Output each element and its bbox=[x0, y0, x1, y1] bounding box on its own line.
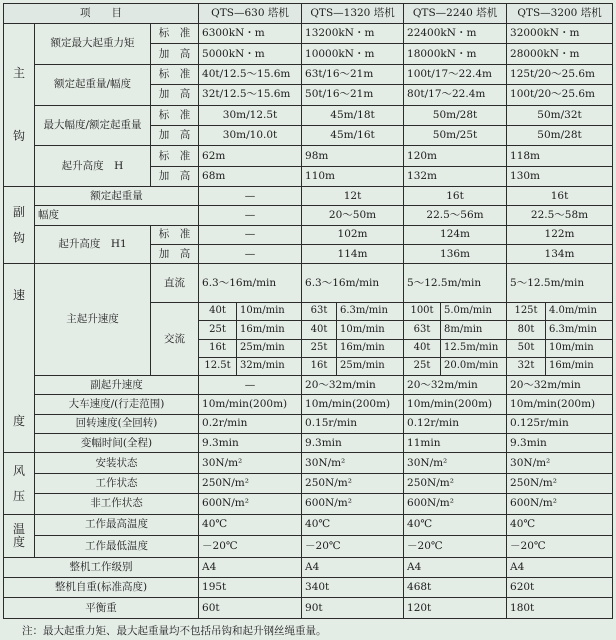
cell-value: A4 bbox=[404, 557, 507, 577]
header-item: 项 目 bbox=[4, 4, 199, 24]
cell-value: 180t bbox=[507, 598, 613, 619]
cell-value: 32m/min bbox=[237, 357, 302, 375]
cell-value: 32t/12.5～15.6m bbox=[199, 85, 302, 105]
cell-value: 25t bbox=[199, 321, 237, 339]
cell-value: — bbox=[199, 245, 302, 264]
cell-value: －20℃ bbox=[507, 536, 613, 557]
cell-value: 110m bbox=[302, 166, 404, 186]
cell-value: 30N/m² bbox=[507, 453, 613, 473]
cell-value: A4 bbox=[302, 557, 404, 577]
cell-value: 50m/28t bbox=[404, 105, 507, 125]
header-row bbox=[4, 4, 613, 24]
cell-value: 130m bbox=[507, 166, 613, 186]
cell-value: 18000kN・m bbox=[404, 44, 507, 64]
header-qts630: QTS—630 塔机 bbox=[199, 4, 302, 24]
cell-value: 13200kN・m bbox=[302, 24, 404, 44]
sub-standard: 标 准 bbox=[151, 225, 199, 244]
sub-raised: 加 高 bbox=[151, 44, 199, 64]
sub-standard: 标 准 bbox=[151, 146, 199, 166]
cell-value: 6300kN・m bbox=[199, 24, 302, 44]
cell-value: －20℃ bbox=[199, 536, 302, 557]
sub-standard: 标 准 bbox=[151, 105, 199, 125]
cell-value: 60t bbox=[199, 598, 302, 619]
label-max-radius: 最大幅度/额定起重量 bbox=[35, 105, 151, 146]
sub-raised: 加 高 bbox=[151, 166, 199, 186]
cell-value: — bbox=[199, 225, 302, 244]
cell-value: — bbox=[199, 206, 302, 225]
cell-value: 100t/20～25.6m bbox=[507, 85, 613, 105]
cell-value: 102m bbox=[302, 225, 404, 244]
label-wind-install: 安装状态 bbox=[35, 453, 199, 473]
header-qts3200: QTS—3200 塔机 bbox=[507, 4, 613, 24]
cell-value: 6.3m/min bbox=[546, 321, 613, 339]
cell-value: — bbox=[199, 187, 302, 206]
cell-value: 600N/m² bbox=[404, 494, 507, 514]
sub-standard: 标 准 bbox=[151, 64, 199, 84]
cell-value: 30N/m² bbox=[302, 453, 404, 473]
cell-value: 80t bbox=[507, 321, 546, 339]
label-rated-moment: 额定最大起重力矩 bbox=[35, 24, 151, 65]
cell-value: 0.15r/min bbox=[302, 414, 404, 433]
cell-value: 40t bbox=[199, 303, 237, 321]
label-self-weight: 整机自重(标准高度) bbox=[4, 577, 199, 597]
cell-value: 468t bbox=[404, 577, 507, 597]
cell-value: 4.0m/min bbox=[546, 303, 613, 321]
cell-value: 20～32m/min bbox=[302, 376, 404, 395]
cell-value: 25t bbox=[302, 339, 337, 357]
cell-value: 6.3m/min bbox=[337, 303, 404, 321]
cell-value: 20～50m bbox=[302, 206, 404, 225]
label-dc: 直流 bbox=[151, 264, 199, 303]
cell-value: 122m bbox=[507, 225, 613, 244]
label-luffing-time: 变幅时间(全程) bbox=[35, 434, 199, 453]
cell-value: 40t/12.5～15.6m bbox=[199, 64, 302, 84]
cell-value: — bbox=[199, 376, 302, 395]
label-aux-height: 起升高度 H1 bbox=[35, 225, 151, 264]
label-temp-min: 工作最低温度 bbox=[35, 536, 199, 557]
label-aux-hoist-speed: 副起升速度 bbox=[35, 376, 199, 395]
cell-value: 5.0m/min bbox=[441, 303, 507, 321]
cell-value: 10m/min(200m) bbox=[302, 395, 404, 414]
cell-value: 5～12.5m/min bbox=[507, 264, 613, 303]
cell-value: A4 bbox=[507, 557, 613, 577]
cell-value: 5～12.5m/min bbox=[404, 264, 507, 303]
label-travel-speed: 大车速度/(行走范围) bbox=[35, 395, 199, 414]
cell-value: 132m bbox=[404, 166, 507, 186]
label-aux-load: 额定起重量 bbox=[35, 187, 199, 206]
cell-value: 600N/m² bbox=[302, 494, 404, 514]
header-qts1320: QTS—1320 塔机 bbox=[302, 4, 404, 24]
cell-value: 10m/min(200m) bbox=[507, 395, 613, 414]
cell-value: 125t/20～25.6m bbox=[507, 64, 613, 84]
cell-value: －20℃ bbox=[302, 536, 404, 557]
cell-value: 8m/min bbox=[441, 321, 507, 339]
cell-value: 40℃ bbox=[199, 514, 302, 535]
cell-value: 28000kN・m bbox=[507, 44, 613, 64]
cell-value: 16t bbox=[302, 357, 337, 375]
cell-value: 0.2r/min bbox=[199, 414, 302, 433]
label-counterweight: 平衡重 bbox=[4, 598, 199, 619]
label-ac: 交流 bbox=[151, 303, 199, 376]
label-wind-idle: 非工作状态 bbox=[35, 494, 199, 514]
cell-value: 340t bbox=[302, 577, 404, 597]
cell-value: 20.0m/min bbox=[441, 357, 507, 375]
label-slew-speed: 回转速度(全回转) bbox=[35, 414, 199, 433]
cell-value: 136m bbox=[404, 245, 507, 264]
cell-value: 10m/min bbox=[546, 339, 613, 357]
cell-value: 11min bbox=[404, 434, 507, 453]
cell-value: 63t bbox=[404, 321, 441, 339]
cell-value: 16m/min bbox=[546, 357, 613, 375]
cell-value: 40t bbox=[302, 321, 337, 339]
cell-value: 0.12r/min bbox=[404, 414, 507, 433]
sub-raised: 加 高 bbox=[151, 125, 199, 145]
cell-value: 25m/min bbox=[237, 339, 302, 357]
section-main-hook: 主 钩 bbox=[4, 24, 35, 187]
cell-value: 20～32m/min bbox=[507, 376, 613, 395]
cell-value: 22.5～56m bbox=[404, 206, 507, 225]
cell-value: 250N/m² bbox=[507, 473, 613, 493]
cell-value: 32t bbox=[507, 357, 546, 375]
cell-value: 9.3min bbox=[199, 434, 302, 453]
cell-value: 12.5m/min bbox=[441, 339, 507, 357]
cell-value: 80t/17～22.4m bbox=[404, 85, 507, 105]
section-temperature: 温 度 bbox=[4, 514, 35, 557]
cell-value: 12.5t bbox=[199, 357, 237, 375]
cell-value: 16m/min bbox=[337, 339, 404, 357]
cell-value: 9.3min bbox=[302, 434, 404, 453]
cell-value: 6.3～16m/min bbox=[302, 264, 404, 303]
cell-value: 50t/16～21m bbox=[302, 85, 404, 105]
cell-value: 30m/10.0t bbox=[199, 125, 302, 145]
cell-value: 63t bbox=[302, 303, 337, 321]
cell-value: 22.5～58m bbox=[507, 206, 613, 225]
label-work-class: 整机工作级别 bbox=[4, 557, 199, 577]
cell-value: 50m/28t bbox=[507, 125, 613, 145]
section-wind: 风 压 bbox=[4, 453, 35, 514]
cell-value: 0.125r/min bbox=[507, 414, 613, 433]
cell-value: 620t bbox=[507, 577, 613, 597]
cell-value: 68m bbox=[199, 166, 302, 186]
tower-crane-spec-table bbox=[3, 3, 613, 619]
cell-value: 120t bbox=[404, 598, 507, 619]
cell-value: 120m bbox=[404, 146, 507, 166]
cell-value: 16t bbox=[507, 187, 613, 206]
cell-value: 25m/min bbox=[337, 357, 404, 375]
cell-value: 5000kN・m bbox=[199, 44, 302, 64]
footnote: 注：最大起重力矩、最大起重量均不包括吊钩和起升钢丝绳重量。 bbox=[22, 625, 327, 637]
cell-value: 114m bbox=[302, 245, 404, 264]
cell-value: 134m bbox=[507, 245, 613, 264]
cell-value: 30N/m² bbox=[199, 453, 302, 473]
cell-value: 50m/25t bbox=[404, 125, 507, 145]
cell-value: 10m/min(200m) bbox=[404, 395, 507, 414]
cell-value: 10m/min bbox=[237, 303, 302, 321]
cell-value: 50t bbox=[507, 339, 546, 357]
section-aux-hook: 副 钩 bbox=[4, 187, 35, 264]
cell-value: 195t bbox=[199, 577, 302, 597]
cell-value: 40℃ bbox=[507, 514, 613, 535]
cell-value: 90t bbox=[302, 598, 404, 619]
cell-value: 10m/min bbox=[337, 321, 404, 339]
cell-value: 40℃ bbox=[302, 514, 404, 535]
cell-value: 100t/17～22.4m bbox=[404, 64, 507, 84]
cell-value: 62m bbox=[199, 146, 302, 166]
label-wind-working: 工作状态 bbox=[35, 473, 199, 493]
section-speed: 速 度 bbox=[4, 264, 35, 453]
cell-value: －20℃ bbox=[404, 536, 507, 557]
cell-value: 20～32m/min bbox=[404, 376, 507, 395]
label-lift-height: 起升高度 H bbox=[35, 146, 151, 187]
cell-value: 22400kN・m bbox=[404, 24, 507, 44]
cell-value: 32000kN・m bbox=[507, 24, 613, 44]
cell-value: 250N/m² bbox=[404, 473, 507, 493]
cell-value: 124m bbox=[404, 225, 507, 244]
cell-value: A4 bbox=[199, 557, 302, 577]
cell-value: 25t bbox=[404, 357, 441, 375]
cell-value: 600N/m² bbox=[199, 494, 302, 514]
cell-value: 30N/m² bbox=[404, 453, 507, 473]
cell-value: 40t bbox=[404, 339, 441, 357]
cell-value: 10000kN・m bbox=[302, 44, 404, 64]
sub-raised: 加 高 bbox=[151, 85, 199, 105]
cell-value: 600N/m² bbox=[507, 494, 613, 514]
cell-value: 10m/min(200m) bbox=[199, 395, 302, 414]
cell-value: 12t bbox=[302, 187, 404, 206]
cell-value: 118m bbox=[507, 146, 613, 166]
cell-value: 100t bbox=[404, 303, 441, 321]
cell-value: 50m/32t bbox=[507, 105, 613, 125]
sub-standard: 标 准 bbox=[151, 24, 199, 44]
cell-value: 45m/16t bbox=[302, 125, 404, 145]
label-load-radius: 额定起重量/幅度 bbox=[35, 64, 151, 105]
cell-value: 40℃ bbox=[404, 514, 507, 535]
header-qts2240: QTS—2240 塔机 bbox=[404, 4, 507, 24]
cell-value: 250N/m² bbox=[302, 473, 404, 493]
cell-value: 45m/18t bbox=[302, 105, 404, 125]
cell-value: 63t/16～21m bbox=[302, 64, 404, 84]
label-aux-radius: 幅度 bbox=[35, 206, 199, 225]
label-main-hoist-speed: 主起升速度 bbox=[35, 264, 151, 376]
cell-value: 16m/min bbox=[237, 321, 302, 339]
cell-value: 250N/m² bbox=[199, 473, 302, 493]
cell-value: 9.3min bbox=[507, 434, 613, 453]
cell-value: 125t bbox=[507, 303, 546, 321]
cell-value: 16t bbox=[404, 187, 507, 206]
sub-raised: 加 高 bbox=[151, 245, 199, 264]
cell-value: 98m bbox=[302, 146, 404, 166]
cell-value: 16t bbox=[199, 339, 237, 357]
label-temp-max: 工作最高温度 bbox=[35, 514, 199, 535]
cell-value: 30m/12.5t bbox=[199, 105, 302, 125]
cell-value: 6.3～16m/min bbox=[199, 264, 302, 303]
